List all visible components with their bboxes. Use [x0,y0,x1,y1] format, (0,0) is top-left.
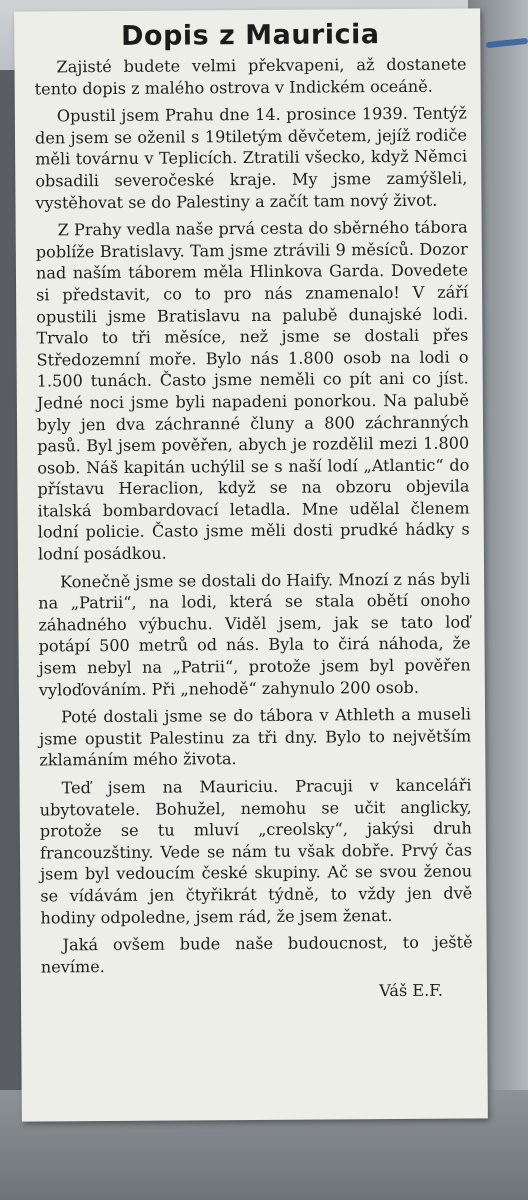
signature: Váš E.F. [379,981,444,1001]
paragraph-6: Teď jsem na Mauriciu. Pracuji v kanceláři ubytovatele. Bohužel, nemohu se učit anglicky, protože se tu mluví „creolsky“, jakýsi druh francouzštiny. Vede se nám tu však dobře. Prvý čas jsem byl vedoucím české skupiny. Ač se svou ženou se vídávám jen čtyřikrát týdně, to vždy jen dvě hodiny odpoledne, jsem rád, že jsem ženat. [39,775,473,928]
paragraph-1: Zajisté budete velmi překvapeni, až dostanete tento dopis z malého ostrova v Indickém oceáně. [34,54,467,99]
newspaper-clipping [14,8,488,1121]
article-title: Dopis z Mauricia [120,19,380,52]
paragraph-3: Z Prahy vedla naše prvá cesta do sběrného tábora poblíže Bratislavy. Tam jsme ztrávili 9 měsíců. Dozor nad naším táborem měla Hlinkova Garda. Dovedete si představit, co to pro nás znamenalo! V září opustili jsme Bratislavu na palubě dunajské lodi. Trvalo to tři měsíce, než jsme se dostali přes Středozemní moře. Bylo nás 1.800 osob na lodi o 1.500 tunách. Často jsme neměli co pít ani co jíst. Jedné noci jsme byli napadeni ponorkou. Na palubě byly jen dva záchranné čluny a 800 záchranných pasů. Byl jsem pověřen, abych je rozdělil mezi 1.800 osob. Náš kapitán uchýlil se s naší lodí „Atlantic“ do přístavu Heraclion, když se na obzoru objevila italská bombardovací letadla. Mne udělal členem lodní policie. Často jsme měli dosti prudké hádky s lodní posádkou. [35,217,470,564]
paragraph-2: Opustil jsem Prahu dne 14. prosince 1939. Tentýž den jsem se oženil s 19tiletým děvčetem, jejíž rodiče měli továrnu v Teplicích. Ztratili všecko, když Němci obsadili severočeské kraje. My jsme zamýšleli, vystěhovat se do Palestiny a začít tam nový život. [34,103,468,213]
paragraph-4: Konečně jsme se dostali do Haify. Mnozí z nás byli na „Patrii“, na lodi, která se stala obětí onoho záhadného výbuchu. Viděl jsem, jak se tato loď potápí 500 metrů od nás. Byla to čirá náhoda, že jsem nebyl na „Patrii“, protože jsem byl pověřen vyloďováním. Při „nehodě“ zahynulo 200 osob. [38,569,471,700]
paragraph-7: Jaká ovšem bude naše budoucnost, to ještě nevíme. [40,932,473,977]
paragraph-5: Poté dostali jsme se do tábora v Athleth a museli jsme opustit Palestinu za tři dny. Bylo to největším zklamáním mého života. [39,704,472,770]
